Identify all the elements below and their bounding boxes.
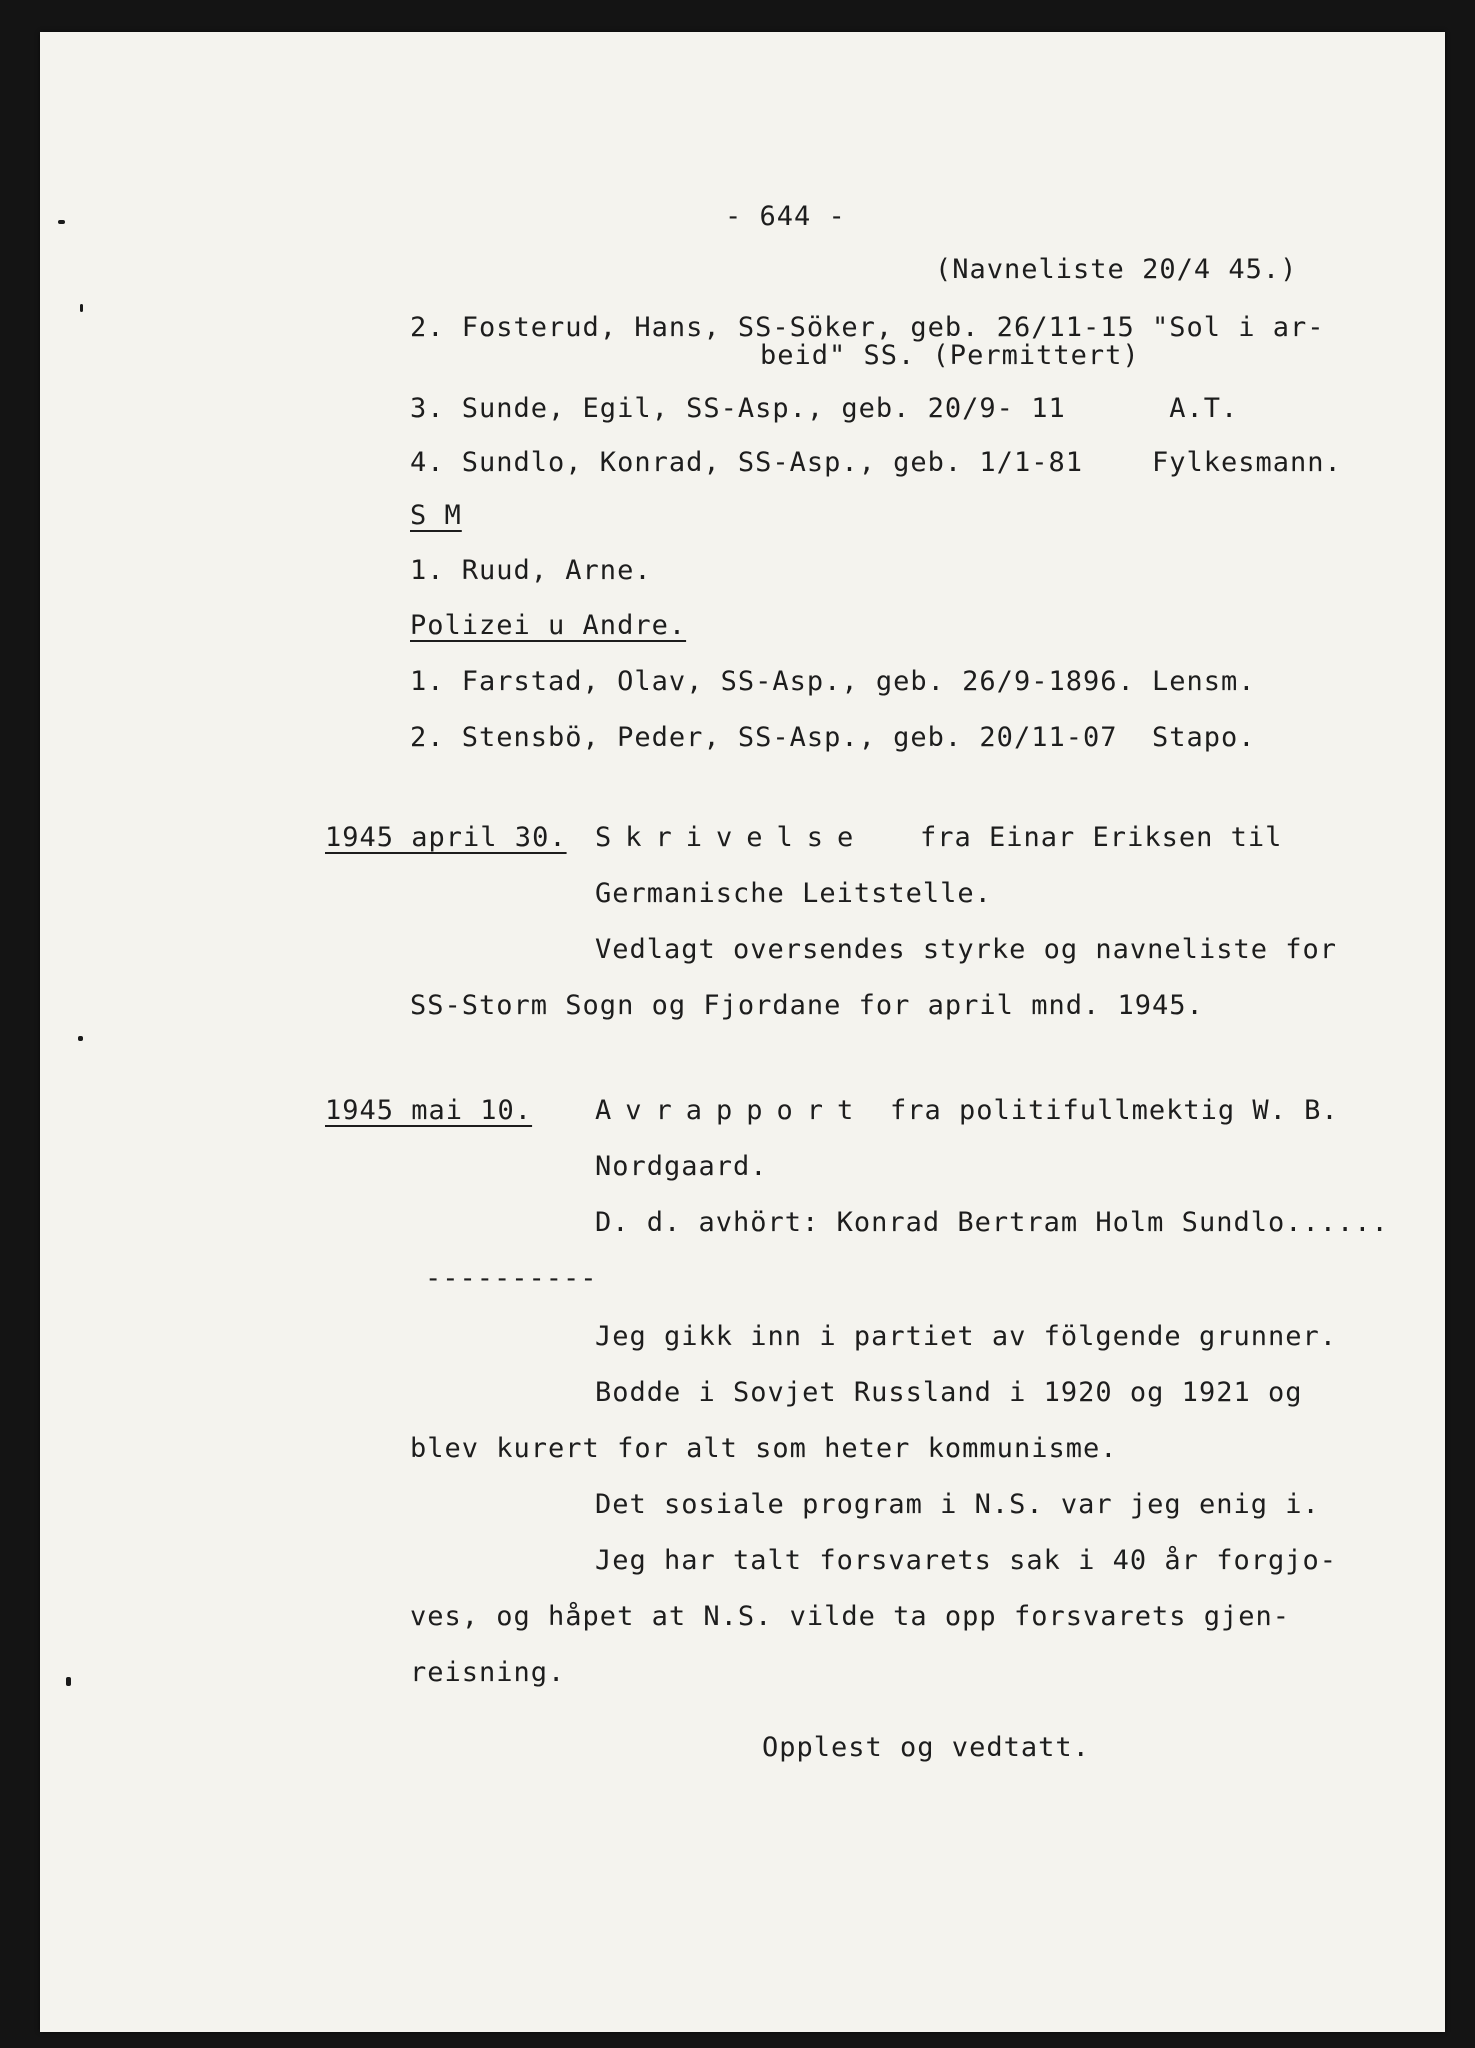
margin-mark [66,1677,71,1686]
entry-text: SS-Storm Sogn og Fjordane for april mnd. 1945. [410,990,1204,1021]
entry-text: fra Einar Eriksen til [920,822,1283,853]
entry-line: beid" SS. (Permittert) [760,340,1140,371]
entry-text: D. d. avhört: Konrad Bertram Holm Sundlo...... [595,1207,1389,1238]
entry-text: Vedlagt oversendes styrke og navneliste for [595,934,1337,965]
statement-line: Bodde i Sovjet Russland i 1920 og 1921 og [595,1377,1303,1408]
entry-type: Avrapport [595,1095,868,1126]
statement-line: Det sosiale program i N.S. var jeg enig i. [595,1489,1320,1520]
list-item: 1. Farstad, Olav, SS-Asp., geb. 26/9-1896. Lensm. [410,666,1256,697]
list-item: 2. Stensbö, Peder, SS-Asp., geb. 20/11-07 Stapo. [410,722,1256,753]
section-heading: Polizei u Andre. [410,610,687,641]
statement-line: ves, og håpet at N.S. vilde ta opp forsvarets gjen- [410,1601,1291,1632]
separator: ---------- [425,1263,598,1294]
margin-mark [78,1036,83,1041]
header-note: (Navneliste 20/4 45.) [935,254,1298,285]
margin-mark [80,304,83,312]
entry-date: 1945 mai 10. [325,1095,533,1126]
entry-line: 3. Sunde, Egil, SS-Asp., geb. 20/9- 11 A.T. [410,393,1239,424]
entry-text: Nordgaard. [595,1151,768,1182]
document-page [40,32,1445,2032]
closing-line: Opplest og vedtatt. [762,1732,1090,1763]
entry-text: fra politifullmektig W. B. [890,1095,1339,1126]
entry-date: 1945 april 30. [325,822,567,853]
entry-line: 2. Fosterud, Hans, SS-Söker, geb. 26/11-15 "Sol i ar- [410,312,1325,343]
list-item: 1. Ruud, Arne. [410,555,652,586]
statement-line: Jeg har talt forsvarets sak i 40 år forgjo- [595,1545,1337,1576]
entry-type: Skrivelse [595,822,868,853]
entry-line: 4. Sundlo, Konrad, SS-Asp., geb. 1/1-81 Fylkesmann. [410,447,1342,478]
statement-line: reisning. [410,1657,566,1688]
statement-line: blev kurert for alt som heter kommunisme. [410,1433,1118,1464]
page-number: - 644 - [725,201,846,232]
section-heading: S M [410,500,462,531]
statement-line: Jeg gikk inn i partiet av fölgende grunner. [595,1321,1337,1352]
entry-text: Germanische Leitstelle. [595,878,992,909]
margin-mark [58,220,65,224]
